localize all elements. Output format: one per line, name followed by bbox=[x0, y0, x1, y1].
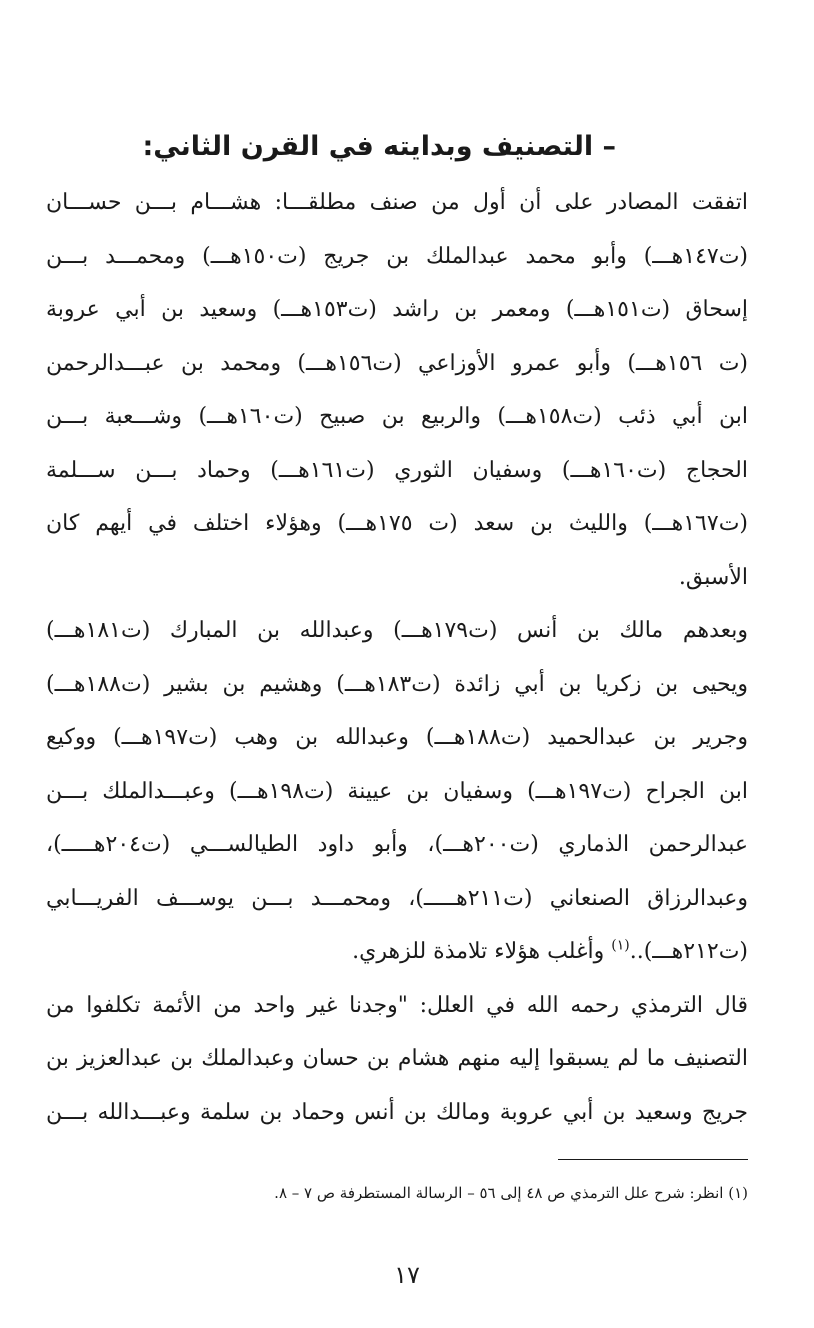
text-line: قال الترمذي رحمه الله في العلل: "وجدنا غير واحد من الأئمة تكلفوا من bbox=[46, 992, 748, 1018]
footnote-divider bbox=[558, 1159, 748, 1160]
text-line: إسحاق (ت١٥١هـــ) ومعمر بن راشد (ت١٥٣هـــ) وسعيد بن أبي عروبة bbox=[46, 297, 748, 322]
text-line bbox=[46, 925, 748, 979]
death-date: (ت٢١٢هـــ).. bbox=[629, 939, 748, 964]
footnote: (١) انظر: شرح علل الترمذي ص ٤٨ إلى ٥٦ – الرسالة المستطرفة ص ٧ – ٨. bbox=[274, 1184, 748, 1202]
page-number: ١٧ bbox=[394, 1261, 420, 1289]
text-line: (ت ١٥٦هـــ) وأبو عمرو الأوزاعي (ت١٥٦هـــ) ومحمد بن عبـــدالرحمن bbox=[46, 350, 748, 376]
text-span: وأغلب هؤلاء تلامذة للزهري. bbox=[352, 939, 612, 964]
text-line: التصنيف ما لم يسبقوا إليه منهم هشام بن حسان وعبدالملك بن عبدالعزيز بن bbox=[46, 1046, 748, 1071]
footnote-marker[interactable]: (١) bbox=[611, 937, 630, 954]
text-line: ابن الجراح (ت١٩٧هـــ) وسفيان بن عيينة (ت١٩٨هـــ) وعبـــدالملك بـــن bbox=[46, 778, 748, 804]
text-line: (ت١٦٧هـــ) والليث بن سعد (ت ١٧٥هـــ) وهؤلاء اختلف في أيهم كان bbox=[46, 511, 748, 536]
section-heading: – التصنيف وبدايته في القرن الثاني: bbox=[142, 131, 616, 162]
text-line: وجرير بن عبدالحميد (ت١٨٨هـــ) وعبدالله بن وهب (ت١٩٧هـــ) ووكيع bbox=[46, 725, 748, 750]
text-line: جريج وسعيد بن أبي عروبة ومالك بن أنس وحماد بن سلمة وعبـــدالله بـــن bbox=[46, 1099, 748, 1125]
main-text bbox=[46, 176, 748, 1139]
text-line: ابن أبي ذئب (ت١٥٨هـــ) والربيع بن صبيح (ت١٦٠هـــ) وشـــعبة بـــن bbox=[46, 404, 748, 429]
text-line: (ت١٤٧هـــ) وأبو محمد عبدالملك بن جريج (ت١٥٠هـــ) ومحمـــد بـــن bbox=[46, 243, 748, 269]
text-line: عبدالرحمن الذماري (ت٢٠٠هـــ)، وأبو داود الطيالســـي (ت٢٠٤هـــــ)، bbox=[46, 832, 748, 857]
text-line: ويحيى بن زكريا بن أبي زائدة (ت١٨٣هـــ) وهشيم بن بشير (ت١٨٨هـــ) bbox=[46, 671, 748, 697]
text-line: وبعدهم مالك بن أنس (ت١٧٩هـــ) وعبدالله بن المبارك (ت١٨١هـــ) bbox=[46, 618, 748, 643]
text-line: اتفقت المصادر على أن أول من صنف مطلقـــا: هشـــام بـــن حســـان bbox=[46, 190, 748, 215]
text-line: وعبدالرزاق الصنعاني (ت٢١١هـــــ)، ومحمـــد بـــن يوســـف الفريـــابي bbox=[46, 885, 748, 911]
text-line: الحجاج (ت١٦٠هـــ) وسفيان الثوري (ت١٦١هـــ) وحماد بـــن ســـلمة bbox=[46, 457, 748, 483]
text-line: الأسبق. bbox=[678, 564, 748, 590]
